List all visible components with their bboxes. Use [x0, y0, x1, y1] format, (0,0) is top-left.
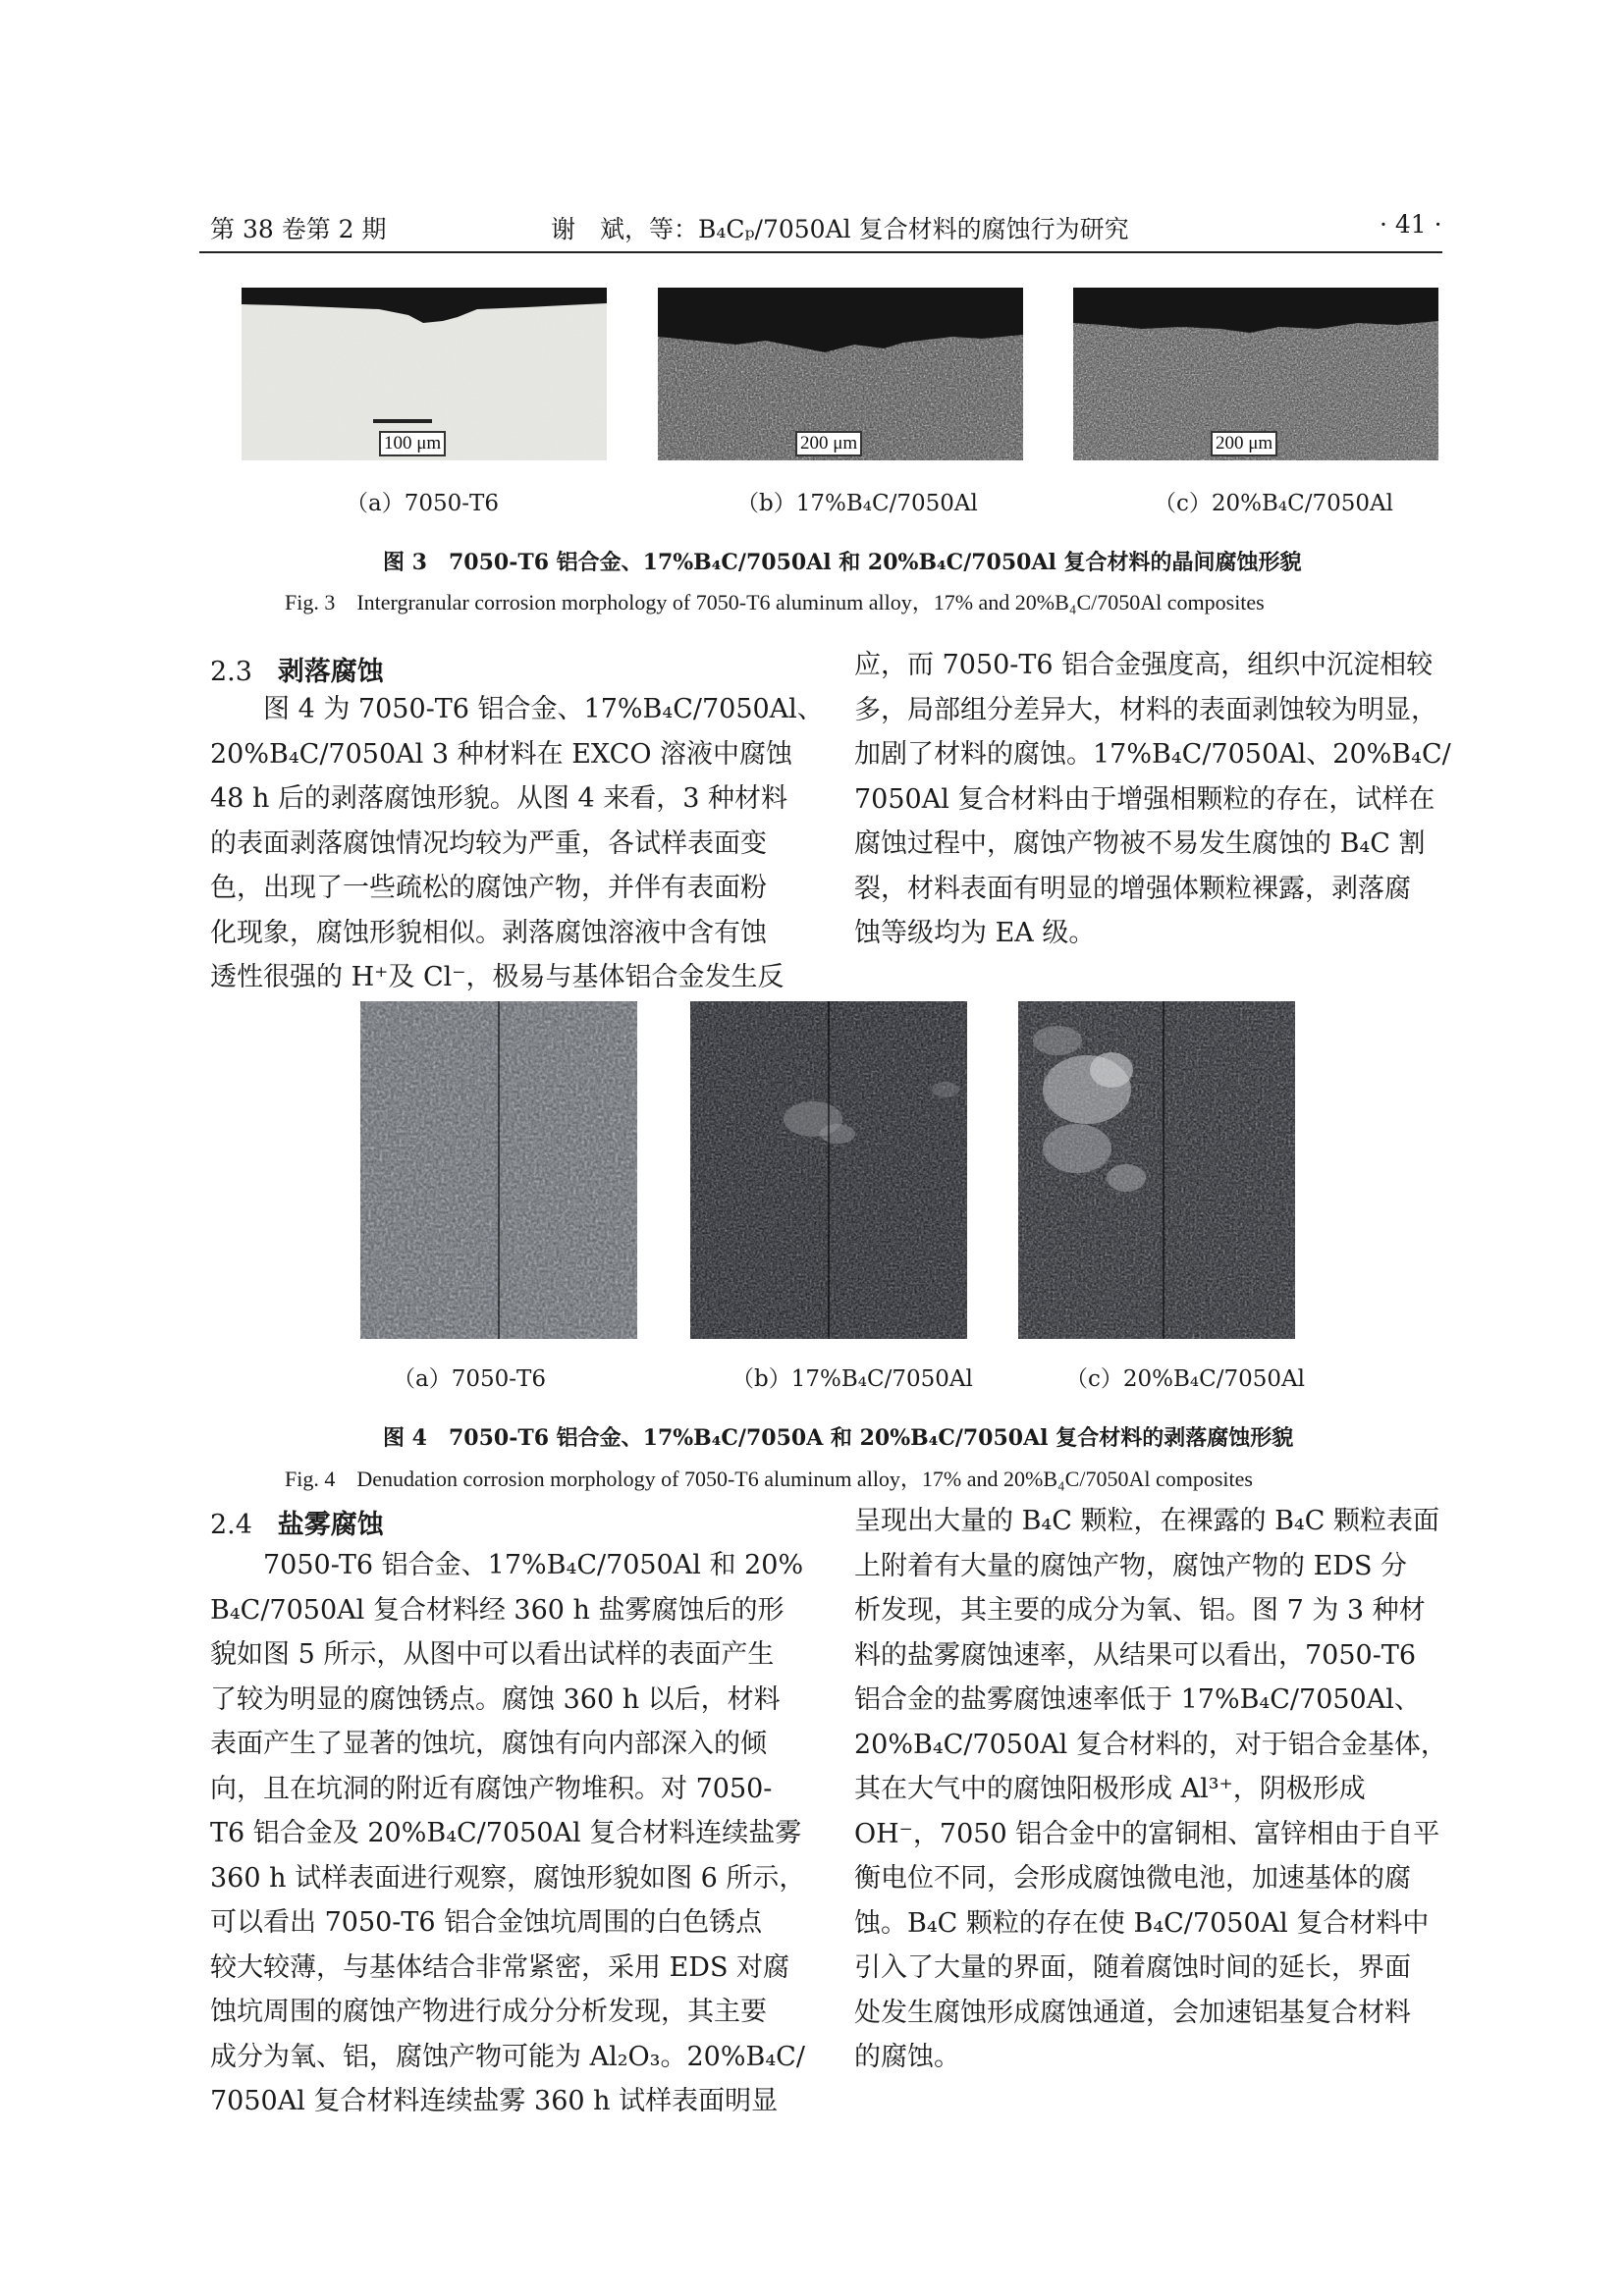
- fig3-a-scale-label: 100 μm: [379, 431, 446, 456]
- text-line: 加剧了材料的腐蚀。17%B₄C/7050Al、20%B₄C/: [854, 739, 1451, 770]
- text-line: 成分为氧、铝，腐蚀产物可能为 Al₂O₃。20%B₄C/: [210, 2041, 805, 2072]
- text-line: OH⁻，7050 铝合金中的富铜相、富锌相由于自平: [854, 1818, 1440, 1849]
- text-line: B₄C/7050Al 复合材料经 360 h 盐雾腐蚀后的形: [210, 1594, 785, 1626]
- fig3-image-b: [658, 288, 1023, 460]
- section-2-3-title: 剥落腐蚀: [277, 657, 384, 687]
- fig3-image-a: [242, 288, 607, 460]
- text-line: 向，且在坑洞的附近有腐蚀产物堆积。对 7050-: [210, 1773, 773, 1804]
- header-title: 谢 斌，等：B₄Cₚ/7050Al 复合材料的腐蚀行为研究: [551, 215, 1129, 243]
- text-line: 360 h 试样表面进行观察，腐蚀形貌如图 6 所示，: [210, 1862, 806, 1894]
- fig4-image-b: [690, 1001, 967, 1339]
- text-line: 腐蚀过程中，腐蚀产物被不易发生腐蚀的 B₄C 割: [854, 828, 1426, 859]
- text-line: 化现象，腐蚀形貌相似。剥落腐蚀溶液中含有蚀: [210, 917, 767, 948]
- section-2-4-title: 盐雾腐蚀: [277, 1510, 384, 1540]
- text-line: 7050Al 复合材料连续盐雾 360 h 试样表面明显: [210, 2086, 779, 2116]
- header-page-number: · 41 ·: [1380, 210, 1442, 239]
- section-2-4-heading: [210, 1503, 384, 1541]
- section-2-3-number: 2.3: [210, 657, 252, 687]
- text-line: 引入了大量的界面，随着腐蚀时间的延长，界面: [854, 1952, 1411, 1983]
- text-line: 铝合金的盐雾腐蚀速率低于 17%B₄C/7050Al、: [854, 1684, 1421, 1715]
- section-2-4-right-column: [854, 1499, 1447, 2080]
- fig4-caption-en: Fig. 4 Denudation corrosion morphology of 7050-T6 aluminum alloy，17% and 20%B₄C/7050Al composites: [285, 1467, 1253, 1491]
- text-line: 上附着有大量的腐蚀产物，腐蚀产物的 EDS 分: [854, 1550, 1408, 1581]
- text-line: 20%B₄C/7050Al 复合材料的，对于铝合金基体，: [854, 1729, 1447, 1760]
- text-line: 蚀等级均为 EA 级。: [854, 918, 1096, 948]
- text-line: 色，出现了一些疏松的腐蚀产物，并伴有表面粉: [210, 873, 767, 903]
- fig4-image-c: [1018, 1001, 1295, 1339]
- text-line: 多，局部组分差异大，材料的表面剥蚀较为明显，: [854, 694, 1437, 725]
- fig3-c-caption: （c）20%B₄C/7050Al: [1154, 491, 1393, 516]
- text-line: 7050Al 复合材料由于增强相颗粒的存在，试样在: [854, 783, 1435, 815]
- text-line: 较大较薄，与基体结合非常紧密，采用 EDS 对腐: [210, 1951, 790, 1983]
- header-issue: 第 38 卷第 2 期: [210, 215, 387, 243]
- text-line: 图 4 为 7050-T6 铝合金、17%B₄C/7050Al、: [210, 694, 824, 724]
- text-line: T6 铝合金及 20%B₄C/7050Al 复合材料连续盐雾: [210, 1818, 802, 1848]
- text-line: 表面产生了显著的蚀坑，腐蚀有向内部深入的倾: [210, 1729, 767, 1759]
- fig3-c-scale-label: 200 μm: [1211, 431, 1277, 456]
- text-line: 貌如图 5 所示，从图中可以看出试样的表面产生: [210, 1639, 775, 1670]
- text-line: 的表面剥落腐蚀情况均较为严重，各试样表面变: [210, 828, 767, 859]
- text-line: 衡电位不同，会形成腐蚀微电池，加速基体的腐: [854, 1863, 1411, 1894]
- text-line: 料的盐雾腐蚀速率，从结果可以看出，7050-T6: [854, 1639, 1417, 1671]
- section-2-3-heading: [210, 650, 384, 688]
- fig3-a-caption: （a）7050-T6: [346, 491, 499, 516]
- text-line: 了较为明显的腐蚀锈点。腐蚀 360 h 以后，材料: [210, 1683, 781, 1715]
- text-line: 7050-T6 铝合金、17%B₄C/7050Al 和 20%: [210, 1550, 804, 1580]
- text-line: 蚀。B₄C 颗粒的存在使 B₄C/7050Al 复合材料中: [854, 1907, 1430, 1939]
- text-line: 透性很强的 H⁺及 Cl⁻，极易与基体铝合金发生反: [210, 962, 785, 992]
- section-2-4-number: 2.4: [210, 1510, 252, 1540]
- text-line: 其在大气中的腐蚀阳极形成 Al³⁺，阴极形成: [854, 1774, 1366, 1804]
- header-rule: [199, 251, 1442, 253]
- fig4-a-caption: （a）7050-T6: [393, 1366, 546, 1392]
- fig3-b-caption: （b）17%B₄C/7050Al: [736, 491, 978, 516]
- fig3-caption-en: Fig. 3 Intergranular corrosion morphology of 7050-T6 aluminum alloy，17% and 20%B₄C/7050Al composites: [285, 590, 1265, 614]
- text-line: 48 h 后的剥落腐蚀形貌。从图 4 来看，3 种材料: [210, 783, 788, 814]
- text-line: 应，而 7050-T6 铝合金强度高，组织中沉淀相较: [854, 650, 1434, 680]
- text-line: 的腐蚀。: [854, 2042, 960, 2072]
- text-line: 析发现，其主要的成分为氧、铝。图 7 为 3 种材: [854, 1595, 1426, 1626]
- fig4-caption-cn: 图 4 7050-T6 铝合金、17%B₄C/7050A 和 20%B₄C/7050Al 复合材料的剥落腐蚀形貌: [383, 1425, 1294, 1451]
- fig3-caption-cn: 图 3 7050-T6 铝合金、17%B₄C/7050Al 和 20%B₄C/7050Al 复合材料的晶间腐蚀形貌: [383, 550, 1302, 575]
- section-2-4-left-column: [210, 1543, 809, 2124]
- fig4-image-a: [360, 1001, 637, 1339]
- section-2-3-left-column: [210, 687, 824, 1000]
- fig3-b-scale-label: 200 μm: [795, 431, 862, 456]
- fig4-c-caption: （c）20%B₄C/7050Al: [1065, 1366, 1305, 1392]
- section-2-3-right-column: [854, 643, 1451, 956]
- text-line: 处发生腐蚀形成腐蚀通道，会加速铝基复合材料: [854, 1997, 1411, 2028]
- text-line: 蚀坑周围的腐蚀产物进行成分分析发现，其主要: [210, 1997, 767, 2027]
- text-line: 裂，材料表面有明显的增强体颗粒裸露，剥落腐: [854, 873, 1411, 904]
- text-line: 呈现出大量的 B₄C 颗粒，在裸露的 B₄C 颗粒表面: [854, 1506, 1439, 1536]
- fig3-image-c: [1073, 288, 1438, 460]
- fig4-b-caption: （b）17%B₄C/7050Al: [731, 1366, 973, 1392]
- text-line: 20%B₄C/7050Al 3 种材料在 EXCO 溶液中腐蚀: [210, 738, 793, 770]
- text-line: 可以看出 7050-T6 铝合金蚀坑周围的白色锈点: [210, 1907, 763, 1938]
